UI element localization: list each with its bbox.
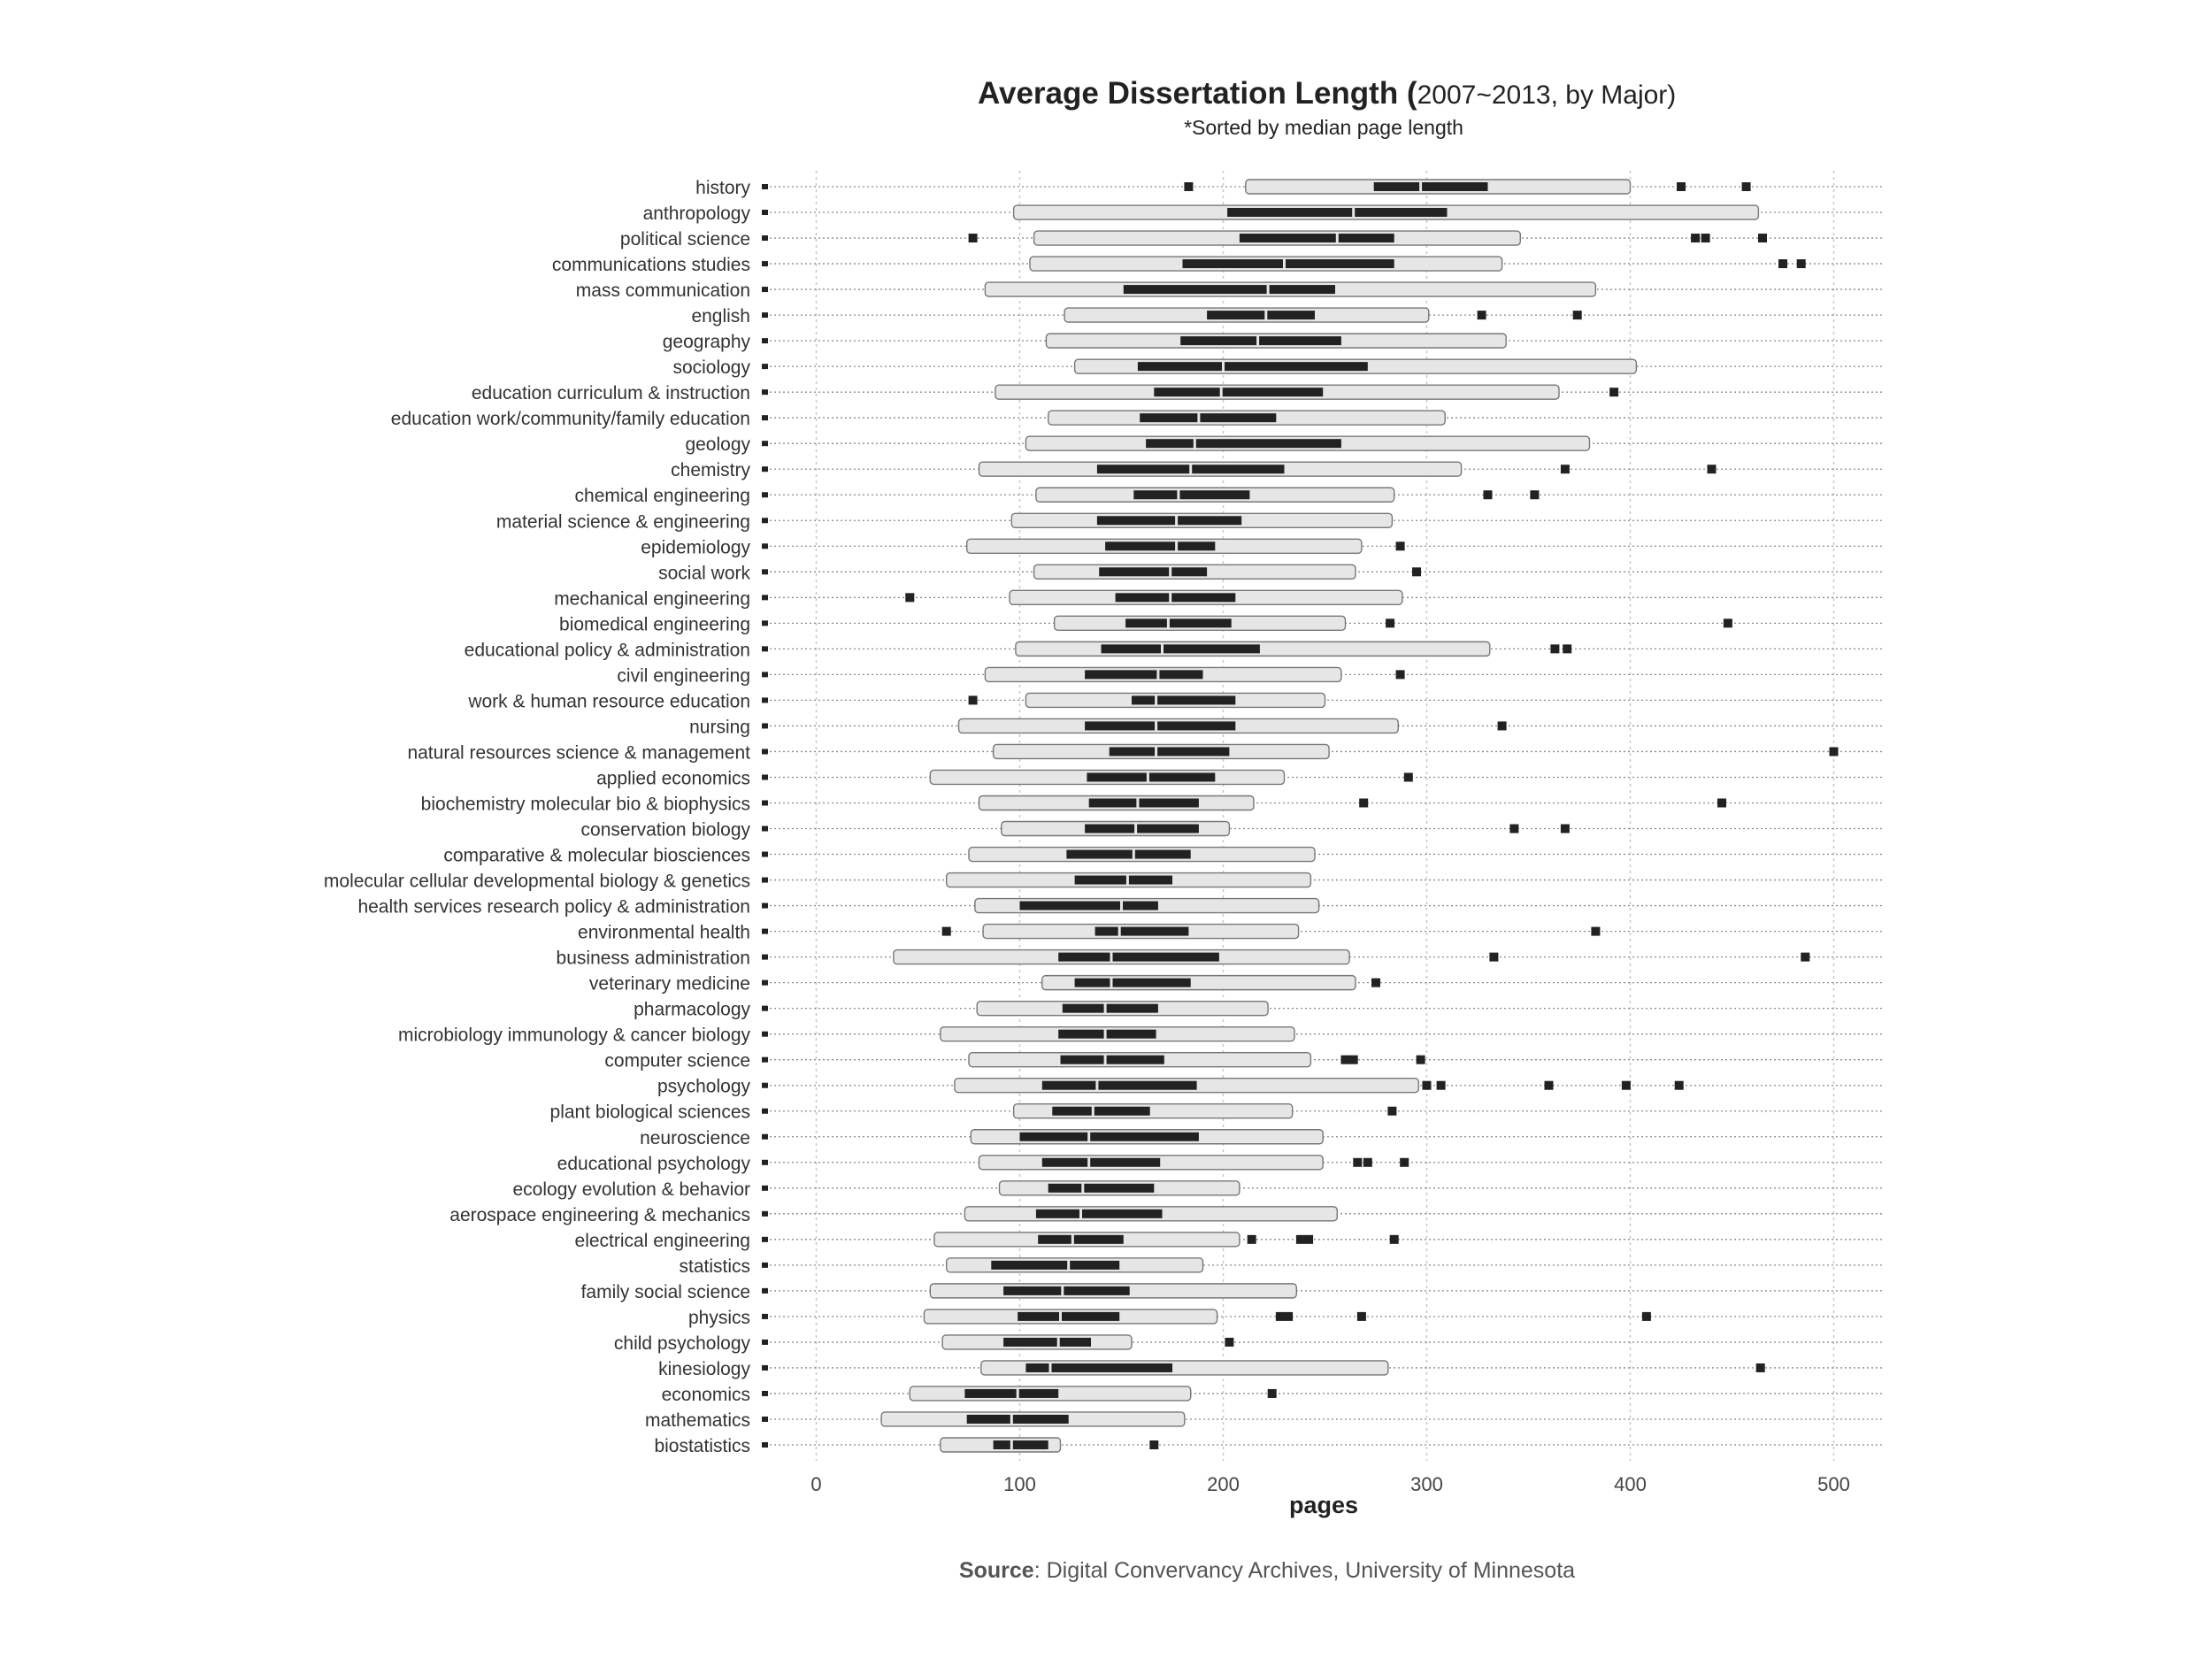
iqr-bar (991, 1261, 1119, 1270)
chart-title (978, 76, 1676, 111)
category-label: family social science (580, 1281, 750, 1302)
iqr-bar (1124, 285, 1335, 294)
row-marker (762, 723, 768, 728)
row-marker (762, 1288, 768, 1294)
category-label: mathematics (644, 1409, 750, 1431)
iqr-bar (1227, 208, 1447, 217)
outlier-point (1797, 259, 1806, 268)
category-row (654, 1436, 1885, 1456)
category-row (578, 923, 1885, 943)
iqr-bar (1075, 876, 1172, 885)
x-tick-label: 0 (810, 1473, 822, 1495)
category-row (691, 306, 1885, 326)
iqr-bar (1140, 413, 1276, 422)
category-row (658, 563, 1885, 583)
iqr-bar (1018, 1312, 1119, 1321)
category-label: molecular cellular developmental biology & genetics (323, 871, 750, 892)
outlier-point (1396, 541, 1405, 550)
outlier-point (1830, 747, 1839, 756)
outlier-point (1573, 311, 1582, 319)
row-marker (762, 955, 768, 960)
category-label: social work (658, 563, 750, 584)
iqr-bar (1102, 644, 1260, 653)
category-label: biochemistry molecular bio & biophysics (420, 794, 750, 815)
category-label: conservation biology (580, 819, 750, 841)
category-label: electrical engineering (574, 1230, 750, 1251)
row-marker (762, 774, 768, 780)
category-label: nursing (689, 717, 750, 738)
category-label: microbiology immunology & cancer biology (397, 1025, 750, 1046)
outlier-point (1550, 644, 1559, 653)
category-label: material science & engineering (495, 511, 750, 533)
row-marker (762, 878, 768, 883)
category-row (596, 768, 1885, 788)
row-marker (762, 826, 768, 832)
iqr-bar (1042, 1081, 1197, 1090)
row-marker (762, 287, 768, 292)
category-row (671, 460, 1885, 480)
category-row (581, 820, 1885, 841)
outlier-point (1268, 1389, 1277, 1398)
row-marker (762, 1083, 768, 1088)
outlier-point (1357, 1312, 1366, 1321)
category-label: environmental health (578, 922, 750, 943)
category-label: pharmacology (634, 999, 750, 1020)
category-row (512, 1179, 1885, 1200)
category-row (407, 742, 1885, 763)
category-label: neuroscience (640, 1127, 750, 1148)
row-marker (762, 595, 768, 600)
category-label: civil engineering (617, 665, 750, 687)
outlier-point (969, 695, 978, 704)
outlier-point (1400, 1158, 1409, 1167)
row-marker (762, 518, 768, 523)
row-marker (762, 929, 768, 934)
category-row (643, 204, 1885, 224)
outlier-point (1417, 1056, 1425, 1064)
source-text: : Digital Convervancy Archives, University of Minnesota (1033, 1558, 1576, 1583)
iqr-bar (1110, 747, 1230, 756)
category-label: work & human resource education (468, 691, 750, 712)
row-marker (762, 569, 768, 574)
row-marker (762, 1057, 768, 1063)
iqr-bar (1099, 567, 1207, 576)
category-label: chemical engineering (574, 486, 750, 507)
row-marker (762, 672, 768, 677)
category-row (465, 640, 1885, 660)
iqr-bar (1038, 1235, 1124, 1244)
row-marker (762, 1109, 768, 1114)
category-row (645, 1410, 1885, 1431)
outlier-point (1248, 1235, 1256, 1244)
row-marker (762, 466, 768, 472)
outlier-point (1489, 953, 1498, 962)
iqr-bar (1180, 336, 1341, 345)
chart-title-detail: 2007~2013, by Major) (1417, 81, 1677, 110)
outlier-point (1509, 825, 1518, 833)
outlier-point (1675, 1081, 1684, 1090)
iqr-bar (1133, 490, 1249, 499)
row-marker (762, 620, 768, 626)
category-row (688, 1308, 1885, 1328)
category-row (663, 332, 1885, 352)
iqr-bar (1154, 388, 1323, 396)
category-row (575, 486, 1885, 506)
outlier-point (1341, 1056, 1350, 1064)
outlier-point (1742, 182, 1751, 191)
iqr-bar (1087, 772, 1215, 781)
source-note (959, 1558, 1575, 1583)
iqr-bar (967, 1415, 1069, 1424)
iqr-bar (964, 1389, 1058, 1398)
category-row (662, 1385, 1885, 1405)
iqr-bar (994, 1440, 1048, 1449)
row-marker (762, 415, 768, 420)
iqr-bar (1132, 695, 1235, 704)
iqr-bar (1097, 516, 1241, 525)
row-marker (762, 980, 768, 986)
outlier-point (969, 234, 978, 242)
outlier-point (1622, 1081, 1631, 1090)
category-label: education curriculum & instruction (471, 383, 750, 404)
category-label: biomedical engineering (559, 614, 750, 635)
category-row (552, 255, 1885, 275)
row-marker (762, 852, 768, 857)
category-row (634, 1000, 1885, 1020)
category-row (658, 1359, 1885, 1379)
row-marker (762, 1263, 768, 1268)
category-row (391, 409, 1885, 429)
iqr-bar (1066, 850, 1190, 859)
outlier-point (1390, 1235, 1399, 1244)
row-marker (762, 1314, 768, 1319)
category-row (689, 717, 1885, 737)
iqr-bar (1042, 1158, 1160, 1167)
row-marker (762, 1186, 768, 1191)
row-marker (762, 338, 768, 343)
category-row (472, 383, 1885, 403)
iqr-bar (1089, 798, 1199, 807)
category-row (695, 178, 1885, 198)
category-label: natural resources science & management (407, 742, 750, 764)
iqr-bar (1146, 439, 1341, 448)
outlier-point (1561, 825, 1570, 833)
iqr-bar (1052, 1107, 1149, 1116)
iqr-bar (1036, 1210, 1163, 1218)
category-row (357, 897, 1885, 918)
category-label: business administration (556, 948, 750, 969)
outlier-point (1545, 1081, 1554, 1090)
row-marker (762, 364, 768, 369)
iqr-bar (1063, 1004, 1158, 1013)
outlier-point (1484, 490, 1493, 499)
category-label: educational policy & administration (464, 640, 750, 661)
iqr-bar (1207, 311, 1315, 319)
category-row (617, 665, 1885, 686)
row-marker (762, 210, 768, 215)
category-label: plant biological sciences (549, 1102, 750, 1123)
row-marker (762, 492, 768, 497)
source-label: Source (958, 1558, 1034, 1583)
category-label: epidemiology (641, 537, 750, 558)
category-row (685, 434, 1885, 455)
category-label: physics (687, 1307, 750, 1328)
iqr-bar (1240, 234, 1394, 242)
category-row (657, 1077, 1885, 1097)
iqr-bar (1374, 182, 1488, 191)
outlier-point (1498, 721, 1507, 730)
category-row (581, 1282, 1885, 1302)
category-row (576, 280, 1885, 301)
outlier-point (1642, 1312, 1651, 1321)
row-marker (762, 312, 768, 318)
category-label: anthropology (642, 204, 750, 225)
outlier-point (1530, 490, 1539, 499)
x-tick-label: 300 (1410, 1473, 1443, 1495)
iqr-bar (1020, 1133, 1199, 1141)
outlier-point (1184, 182, 1193, 191)
category-label: ecology evolution & behavior (512, 1179, 750, 1200)
iqr-bar (1058, 1030, 1156, 1039)
row-marker (762, 441, 768, 446)
row-marker (762, 1391, 768, 1396)
outlier-point (1801, 953, 1809, 962)
row-marker (762, 1032, 768, 1037)
iqr-bar (1095, 927, 1189, 936)
row-marker (762, 1237, 768, 1242)
iqr-bar (1138, 362, 1368, 371)
row-marker (762, 184, 768, 189)
outlier-point (1349, 1056, 1358, 1064)
iqr-bar (1085, 721, 1235, 730)
iqr-bar (1105, 541, 1215, 550)
iqr-bar (1048, 1184, 1155, 1193)
category-row (467, 691, 1885, 711)
category-row (557, 1154, 1885, 1174)
outlier-point (1708, 465, 1717, 473)
row-layer (324, 178, 1885, 1456)
iqr-bar (1125, 618, 1232, 627)
outlier-point (1404, 772, 1413, 781)
iqr-bar (1061, 1056, 1164, 1064)
category-row (589, 974, 1885, 995)
category-label: mass communication (575, 280, 750, 302)
x-tick-label: 500 (1817, 1473, 1850, 1495)
row-marker (762, 1365, 768, 1371)
category-label: aerospace engineering & mechanics (449, 1204, 750, 1225)
category-row (679, 1256, 1885, 1277)
row-marker (762, 646, 768, 651)
outlier-point (1756, 1363, 1765, 1372)
iqr-bar (1075, 979, 1191, 987)
category-label: political science (619, 229, 750, 250)
iqr-bar (1085, 670, 1202, 679)
category-label: child psychology (613, 1333, 750, 1354)
category-row (496, 511, 1885, 532)
outlier-point (1149, 1440, 1158, 1449)
x-axis-title: pages (1288, 1492, 1359, 1518)
iqr-bar (1058, 953, 1219, 962)
outlier-point (942, 927, 951, 936)
outlier-point (1396, 670, 1405, 679)
outlier-point (1423, 1081, 1432, 1090)
row-marker (762, 1211, 768, 1217)
row-marker (762, 1006, 768, 1011)
outlier-point (1386, 618, 1394, 627)
outlier-point (1561, 465, 1570, 473)
category-row (559, 614, 1885, 634)
outlier-point (1563, 644, 1571, 653)
chart-title-main: Average Dissertation Length ( (978, 76, 1417, 111)
x-tick-label: 200 (1207, 1473, 1240, 1495)
row-marker (762, 903, 768, 909)
row-marker (762, 235, 768, 241)
outlier-point (1304, 1235, 1313, 1244)
category-label: kinesiology (658, 1358, 750, 1379)
category-label: education work/community/family education (390, 409, 750, 430)
category-label: history (695, 178, 750, 198)
category-row (641, 537, 1885, 557)
category-label: economics (661, 1384, 750, 1405)
outlier-point (1412, 567, 1421, 576)
category-row (554, 588, 1885, 609)
category-label: computer science (604, 1050, 750, 1071)
category-label: geology (685, 434, 750, 456)
outlier-point (1758, 234, 1767, 242)
category-label: comparative & molecular biosciences (443, 845, 750, 866)
category-label: educational psychology (557, 1153, 750, 1174)
category-row (550, 1102, 1885, 1123)
iqr-bar (1183, 259, 1394, 268)
outlier-point (905, 593, 914, 602)
category-label: biostatistics (654, 1436, 750, 1456)
outlier-point (1387, 1107, 1396, 1116)
outlier-point (1677, 182, 1686, 191)
chart-subtitle: *Sorted by median page length (1184, 116, 1463, 139)
category-label: chemistry (671, 460, 750, 481)
category-label: communications studies (551, 255, 750, 276)
category-row (421, 794, 1885, 814)
outlier-point (1353, 1158, 1362, 1167)
outlier-point (1363, 1158, 1372, 1167)
row-marker (762, 697, 768, 703)
iqr-bar (1116, 593, 1236, 602)
outlier-point (1437, 1081, 1446, 1090)
x-tick-label: 400 (1614, 1473, 1647, 1495)
category-row (575, 1231, 1885, 1251)
category-row (620, 229, 1885, 250)
category-label: veterinary medicine (588, 973, 750, 995)
outlier-point (1591, 927, 1600, 936)
outlier-point (1701, 234, 1710, 242)
category-row (443, 846, 1885, 866)
category-row (672, 357, 1885, 378)
outlier-point (1276, 1312, 1285, 1321)
iqr-bar (1020, 902, 1158, 910)
outlier-point (1778, 259, 1787, 268)
outlier-point (1296, 1235, 1305, 1244)
category-row (398, 1025, 1885, 1046)
iqr-bar (1025, 1363, 1172, 1372)
iqr-bar (1003, 1286, 1130, 1295)
row-marker (762, 1134, 768, 1140)
row-marker (762, 1340, 768, 1345)
row-marker (762, 1442, 768, 1448)
category-row (557, 949, 1885, 969)
iqr-bar (1085, 825, 1199, 833)
row-marker (762, 1417, 768, 1422)
outlier-point (1691, 234, 1700, 242)
outlier-point (1371, 979, 1380, 987)
category-row (324, 872, 1885, 892)
row-marker (762, 543, 768, 549)
outlier-point (1359, 798, 1368, 807)
category-row (449, 1205, 1885, 1225)
row-marker (762, 261, 768, 266)
category-label: sociology (672, 357, 750, 379)
outlier-point (1717, 798, 1726, 807)
x-tick-label: 100 (1003, 1473, 1036, 1495)
outlier-point (1284, 1312, 1293, 1321)
category-label: english (691, 306, 750, 327)
category-label: statistics (679, 1256, 750, 1277)
row-marker (762, 1160, 768, 1165)
outlier-point (1225, 1338, 1233, 1347)
category-label: geography (662, 332, 750, 353)
row-marker (762, 800, 768, 805)
category-label: psychology (657, 1076, 750, 1097)
row-marker (762, 389, 768, 395)
outlier-point (1724, 618, 1732, 627)
category-label: mechanical engineering (554, 588, 750, 610)
category-row (614, 1333, 1885, 1354)
category-row (640, 1128, 1885, 1148)
outlier-point (1478, 311, 1486, 319)
category-label: applied economics (596, 768, 750, 789)
iqr-bar (1003, 1338, 1091, 1347)
row-marker (762, 749, 768, 754)
category-row (604, 1051, 1885, 1071)
outlier-point (1609, 388, 1618, 396)
category-label: health services research policy & administration (357, 896, 750, 918)
